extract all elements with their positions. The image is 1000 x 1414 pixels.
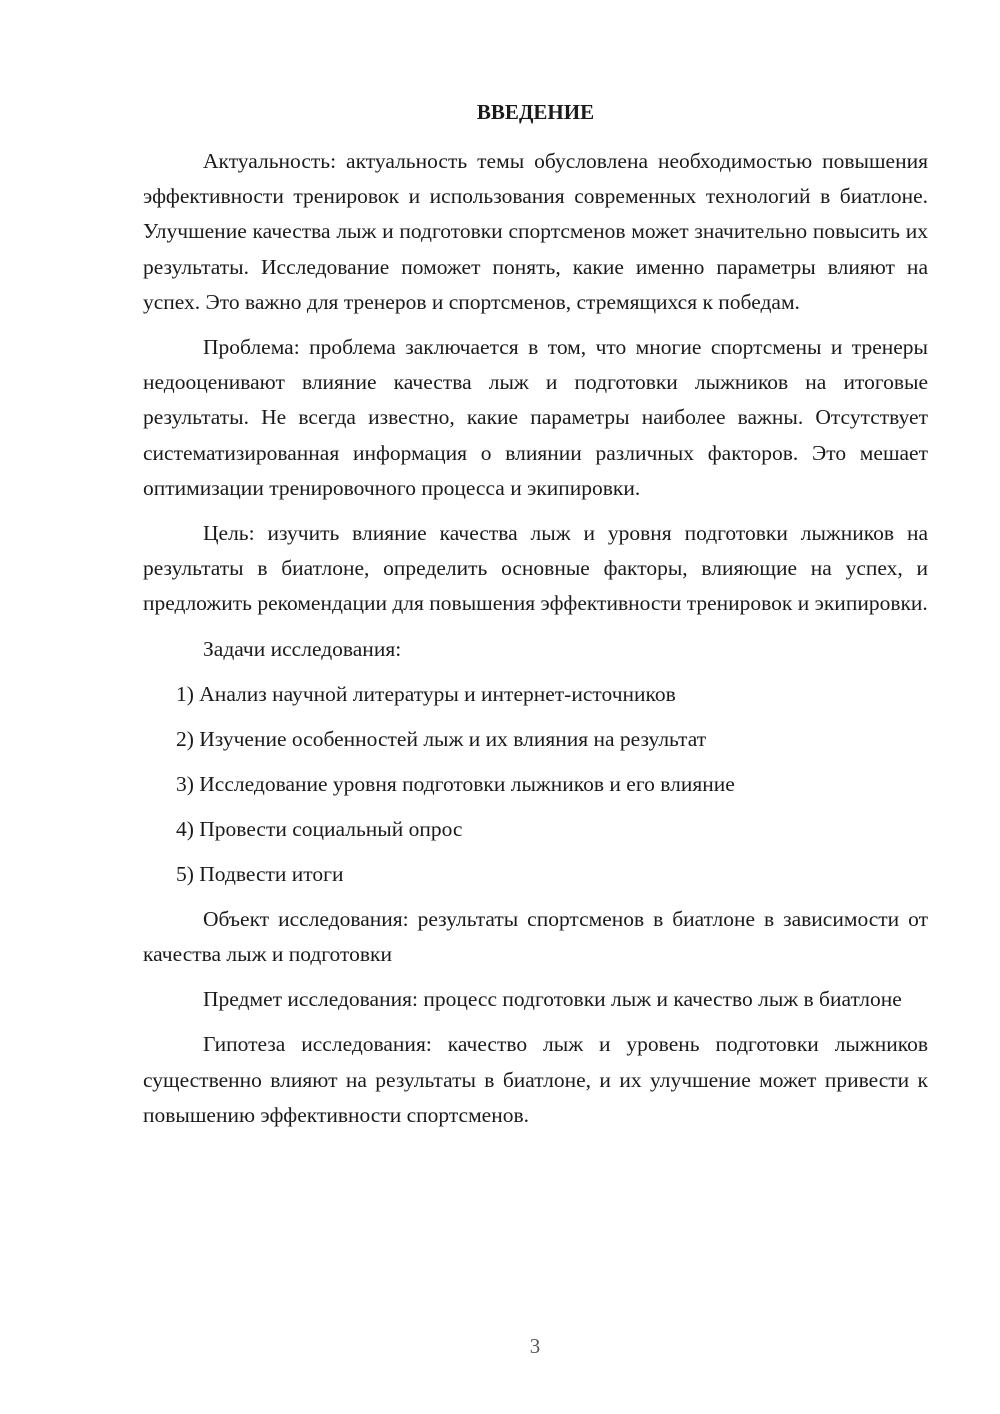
list-item: 3) Исследование уровня подготовки лыжников и его влияние xyxy=(176,771,735,796)
goal-paragraph: Цель: изучить влияние качества лыж и уровня подготовки лыжников на результаты в биатлоне, определить основные факторы, влияющие на успех, и предложить рекомендации для повышения эффективности тренировок и экипировки. xyxy=(143,521,928,616)
list-item: 4) Провести социальный опрос xyxy=(176,816,463,841)
relevance-paragraph: Актуальность: актуальность темы обусловлена необходимостью повышения эффективности тренировок и использования современных технологий в биатлоне. Улучшение качества лыж и подготовки спортсменов может значительно повысить их результаты. Исследование поможет понять, какие именно параметры влияют на успех. Это важно для тренеров и спортсменов, стремящихся к победам. xyxy=(143,149,928,314)
list-item: 2) Изучение особенностей лыж и их влияния на результат xyxy=(176,726,707,751)
tasks-heading: Задачи исследования: xyxy=(203,636,402,661)
subject-paragraph: Предмет исследования: процесс подготовки лыж и качество лыж в биатлоне xyxy=(203,987,902,1012)
list-item: 1) Анализ научной литературы и интернет-источников xyxy=(176,681,676,706)
page-number: 3 xyxy=(529,1334,541,1358)
problem-paragraph: Проблема: проблема заключается в том, что многие спортсмены и тренеры недооценивают влияние качества лыж и подготовки лыжников на итоговые результаты. Не всегда известно, какие параметры наиболее важны. Отсутствует систематизированная информация о влиянии различных факторов. Это мешает оптимизации тренировочного процесса и экипировки. xyxy=(143,335,928,500)
list-item: 5) Подвести итоги xyxy=(176,861,344,886)
page-title: ВВЕДЕНИЕ xyxy=(476,100,595,124)
object-paragraph: Объект исследования: результаты спортсменов в биатлоне в зависимости от качества лыж и подготовки xyxy=(143,906,928,967)
tasks-list xyxy=(143,677,928,892)
page-content xyxy=(143,95,928,1143)
hypothesis-paragraph: Гипотеза исследования: качество лыж и уровень подготовки лыжников существенно влияют на результаты в биатлоне, и их улучшение может привести к повышению эффективности спортсменов. xyxy=(143,1032,928,1127)
